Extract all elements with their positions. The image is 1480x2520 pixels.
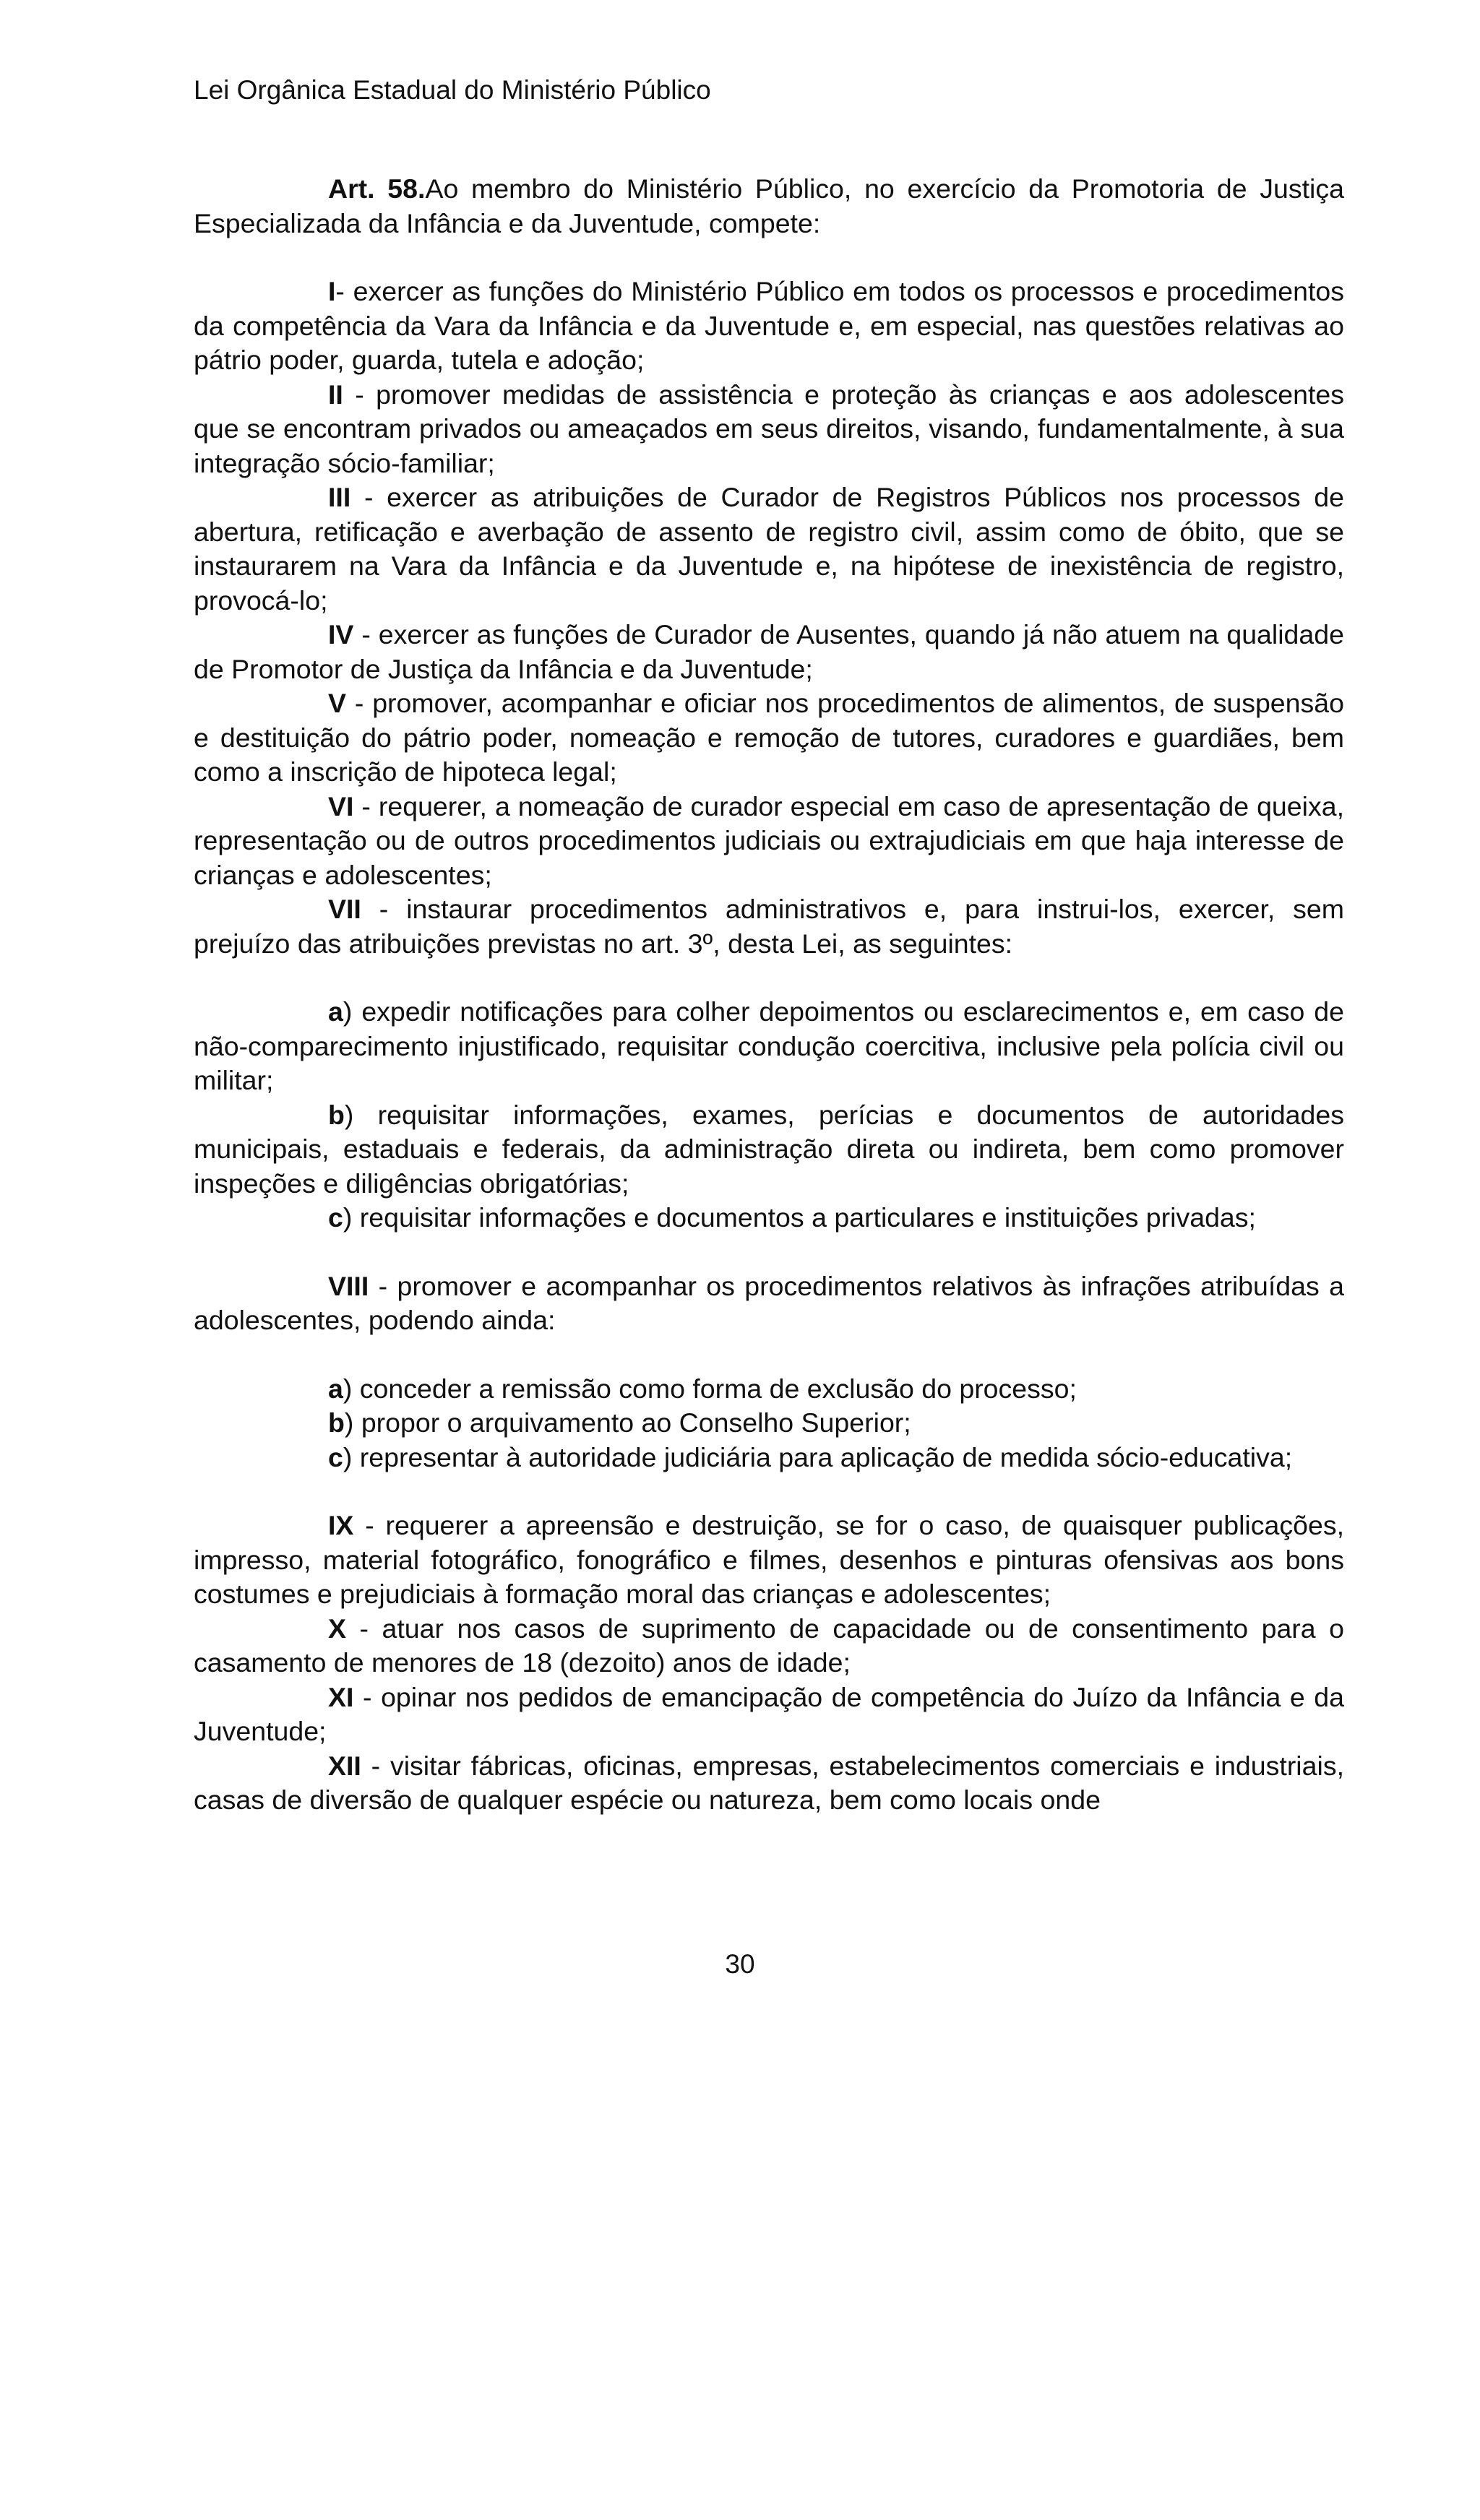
- item-label: VI: [328, 790, 354, 821]
- item-label: VII: [328, 894, 361, 924]
- article-text: Ao membro do Ministério Público, no exercício da Promotoria de Justiça Especializada da Infância e da Juventude, compete:: [194, 173, 1344, 238]
- subitem-label: c: [328, 1202, 343, 1233]
- item-text: exercer as atribuições de Curador de Registros Públicos nos processos de abertura, retificação e averbação de assento de registro civil, assim como de óbito, que se instaurarem na Vara da Infância e da Juventude e, na hipótese de inexistência de registro, provocá-lo;: [194, 482, 1344, 616]
- item-text: requerer, a nomeação de curador especial em caso de apresentação de queixa, representação ou de outros procedimentos judiciais ou extrajudiciais em que haja interesse de crianças e adolescentes;: [194, 790, 1344, 890]
- item-text: instaurar procedimentos administrativos e, para instrui-los, exercer, sem prejuízo das atribuições previstas no art. 3º, desta Lei, as seguintes:: [194, 894, 1344, 959]
- item-viii: VIII - promover e acompanhar os procedimentos relativos às infrações atribuídas a adolescentes, podendo ainda:: [194, 1270, 1344, 1335]
- item-vii: VII - instaurar procedimentos administrativos e, para instrui-los, exercer, sem prejuízo das atribuições previstas no art. 3º, desta Lei, as seguintes:: [194, 894, 1344, 959]
- item-label: III: [328, 482, 351, 512]
- item-vi: VI - requerer, a nomeação de curador especial em caso de apresentação de queixa, representação ou de outros procedimentos judiciais ou extrajudiciais em que haja interesse de crianças e adolescentes;: [194, 790, 1344, 890]
- subitem-text: ) propor o arquivamento ao Conselho Superior;: [344, 1407, 911, 1438]
- item-i: I- exercer as funções do Ministério Público em todos os processos e procedimentos da competência da Vara da Infância e da Juventude e, em especial, nas questões relativas ao pátrio poder, guarda, tutela e adoção;: [194, 276, 1344, 375]
- item-viii-b: [194, 1406, 1344, 1441]
- item-text: requerer a apreensão e destruição, se for o caso, de quaisquer publicações, impresso, material fotográfico, fonográfico e filmes, desenhos e pinturas ofensivas aos bons costumes e prejudiciais à formação moral das crianças e adolescentes;: [194, 1510, 1344, 1609]
- subitem-label: a: [328, 1373, 343, 1404]
- item-iii: III - exercer as atribuições de Curador de Registros Públicos nos processos de abertura, retificação e averbação de assento de registro civil, assim como de óbito, que se instaurarem na Vara da Infância e da Juventude e, na hipótese de inexistência de registro, provocá-lo;: [194, 482, 1344, 616]
- subitem-text: ) requisitar informações, exames, perícias e documentos de autoridades municipais, estaduais e federais, da administração direta ou indireta, bem como promover inspeções e diligências obrigatórias;: [194, 1099, 1344, 1199]
- subitem-label: b: [328, 1099, 345, 1130]
- item-text: promover e acompanhar os procedimentos relativos às infrações atribuídas a adolescentes, podendo ainda:: [194, 1270, 1344, 1335]
- item-label: IV: [328, 619, 354, 650]
- item-label: IX: [328, 1510, 354, 1540]
- article-58: [194, 172, 1344, 241]
- item-vii-a: [194, 995, 1344, 1098]
- item-text: atuar nos casos de suprimento de capacidade ou de consentimento para o casamento de menores de 18 (dezoito) anos de idade;: [194, 1613, 1345, 1678]
- item-label: V: [328, 688, 347, 718]
- item-label: I: [328, 276, 336, 306]
- item-label: X: [328, 1613, 347, 1644]
- page-number: 30: [725, 1949, 755, 1979]
- item-vii-c: [194, 1201, 1344, 1235]
- item-vii-b: [194, 1098, 1344, 1201]
- item-v: V - promover, acompanhar e oficiar nos procedimentos de alimentos, de suspensão e destituição do pátrio poder, nomeação e remoção de tutores, curadores e guardiães, bem como a inscrição de hipoteca legal;: [194, 688, 1344, 787]
- item-text: visitar fábricas, oficinas, empresas, estabelecimentos comerciais e industriais, casas de diversão de qualquer espécie ou natureza, bem como locais onde: [194, 1750, 1344, 1815]
- item-label: II: [328, 379, 343, 410]
- item-x: X - atuar nos casos de suprimento de capacidade ou de consentimento para o casamento de menores de 18 (dezoito) anos de idade;: [194, 1613, 1345, 1678]
- item-text: exercer as funções de Curador de Ausentes, quando já não atuem na qualidade de Promotor de Justiça da Infância e da Juventude;: [194, 619, 1344, 684]
- item-label: XII: [328, 1750, 361, 1781]
- item-viii-a: [194, 1372, 1344, 1407]
- item-xi: XI - opinar nos pedidos de emancipação de competência do Juízo da Infância e da Juventude;: [194, 1681, 1344, 1746]
- subitem-text: ) expedir notificações para colher depoimentos ou esclarecimentos e, em caso de não-comparecimento injustificado, requisitar condução coercitiva, inclusive pela polícia civil ou militar;: [194, 996, 1344, 1095]
- item-label: VIII: [328, 1270, 369, 1301]
- item-text: exercer as funções do Ministério Público em todos os processos e procedimentos da competência da Vara da Infância e da Juventude e, em especial, nas questões relativas ao pátrio poder, guarda, tutela e adoção;: [194, 276, 1344, 375]
- item-text: opinar nos pedidos de emancipação de competência do Juízo da Infância e da Juventude;: [194, 1681, 1344, 1746]
- subitem-text: ) conceder a remissão como forma de exclusão do processo;: [343, 1373, 1077, 1404]
- item-text: promover, acompanhar e oficiar nos procedimentos de alimentos, de suspensão e destituição do pátrio poder, nomeação e remoção de tutores, curadores e guardiães, bem como a inscrição de hipoteca legal;: [194, 688, 1344, 787]
- subitem-label: c: [328, 1441, 343, 1472]
- subitem-text: ) requisitar informações e documentos a particulares e instituições privadas;: [343, 1202, 1256, 1233]
- item-ix: IX - requerer a apreensão e destruição, se for o caso, de quaisquer publicações, impresso, material fotográfico, fonográfico e filmes, desenhos e pinturas ofensivas aos bons costumes e prejudiciais à formação moral das crianças e adolescentes;: [194, 1510, 1344, 1609]
- document-body: [194, 172, 1344, 1818]
- article-label: Art. 58.: [328, 173, 426, 204]
- item-iv: IV - exercer as funções de Curador de Ausentes, quando já não atuem na qualidade de Promotor de Justiça da Infância e da Juventude;: [194, 619, 1344, 684]
- subitem-label: a: [328, 996, 343, 1027]
- item-ii: II - promover medidas de assistência e proteção às crianças e aos adolescentes que se encontram privados ou ameaçados em seus direitos, visando, fundamentalmente, à sua integração sócio-familiar;: [194, 379, 1345, 478]
- item-text: promover medidas de assistência e proteção às crianças e aos adolescentes que se encontram privados ou ameaçados em seus direitos, visando, fundamentalmente, à sua integração sócio-familiar;: [194, 379, 1345, 478]
- running-header: Lei Orgânica Estadual do Ministério Público: [194, 75, 711, 105]
- item-viii-c: [194, 1441, 1344, 1475]
- item-label: XI: [328, 1681, 354, 1712]
- subitem-text: ) representar à autoridade judiciária para aplicação de medida sócio-educativa;: [343, 1441, 1293, 1472]
- subitem-label: b: [328, 1407, 345, 1438]
- item-xii: XII - visitar fábricas, oficinas, empresas, estabelecimentos comerciais e industriais, casas de diversão de qualquer espécie ou natureza, bem como locais onde: [194, 1750, 1344, 1815]
